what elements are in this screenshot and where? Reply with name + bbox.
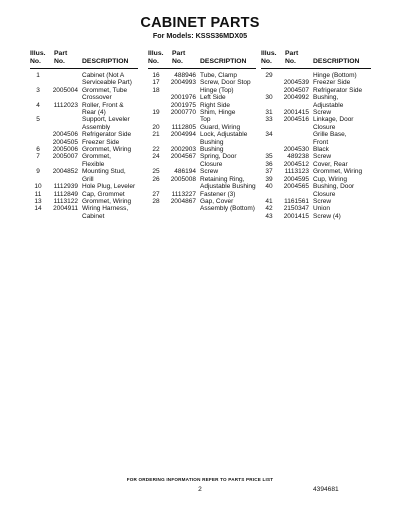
parts-list <box>261 72 371 220</box>
part-description: Closure <box>313 123 336 131</box>
table-row <box>261 72 371 79</box>
part-number: 2004506 <box>52 131 78 139</box>
table-row <box>30 139 138 146</box>
part-description: Screw <box>200 168 219 176</box>
part-description: Screw <box>313 197 332 205</box>
part-description: Serviceable Part) <box>82 79 132 87</box>
illus-header-bottom: No. <box>148 58 159 66</box>
illus-number: 35 <box>265 153 273 161</box>
table-row <box>30 213 138 220</box>
part-number: 2004867 <box>170 197 196 205</box>
part-number: 1112805 <box>171 123 196 131</box>
table-row <box>261 139 371 146</box>
part-description: Hinge (Bottom) <box>313 72 357 79</box>
part-description: Right Side <box>200 101 230 109</box>
part-header-top: Part <box>54 50 68 57</box>
table-row <box>261 102 371 109</box>
part-number: 1112849 <box>53 190 78 198</box>
part-description: Hole Plug, Leveler <box>82 183 136 191</box>
column-header <box>261 50 371 68</box>
table-row <box>148 102 256 109</box>
part-number: 2005004 <box>52 86 78 94</box>
table-row <box>261 153 371 160</box>
part-number: 2004595 <box>283 175 309 183</box>
part-number: 2004530 <box>283 146 309 154</box>
part-description: Grommet, Wiring <box>82 197 132 205</box>
illus-number: 16 <box>152 72 160 79</box>
part-header-bottom: No. <box>172 58 183 66</box>
description-header: DESCRIPTION <box>82 58 129 66</box>
part-number: 1161561 <box>284 197 309 205</box>
parts-column-2 <box>148 50 256 213</box>
part-description: Screw (4) <box>313 212 341 220</box>
illus-number: 4 <box>36 101 40 109</box>
table-row <box>261 205 371 212</box>
part-number: 2002903 <box>170 146 196 154</box>
illus-number: 39 <box>265 175 273 183</box>
part-number: 2150347 <box>283 205 309 213</box>
part-description: Bushing, Door <box>313 183 355 191</box>
table-row <box>30 116 138 123</box>
table-row <box>30 183 138 190</box>
table-row <box>30 94 138 101</box>
illus-number: 18 <box>152 86 160 94</box>
illus-number: 21 <box>152 131 160 139</box>
part-description: Freezer Side <box>82 138 120 146</box>
part-description: Rear (4) <box>82 109 106 117</box>
part-description: Tube, Clamp <box>200 72 237 79</box>
table-row <box>30 72 138 79</box>
table-row <box>261 168 371 175</box>
part-description: Union <box>313 205 330 213</box>
part-description: Guard, Wiring <box>200 123 241 131</box>
part-description: Closure <box>313 190 336 198</box>
part-description: Lock, Adjustable <box>200 131 248 139</box>
table-row <box>261 161 371 168</box>
part-number: 2004852 <box>52 168 78 176</box>
part-description: Grommet, Wiring <box>313 168 363 176</box>
part-header-top: Part <box>285 50 299 57</box>
illus-number: 37 <box>265 168 273 176</box>
part-number: 2001415 <box>283 109 309 117</box>
table-row <box>30 109 138 116</box>
part-description: Flexible <box>82 160 105 168</box>
page-title: CABINET PARTS <box>140 15 260 31</box>
table-row <box>30 168 138 175</box>
part-description: Cabinet <box>82 212 105 220</box>
part-description: Closure <box>200 160 223 168</box>
part-description: Assembly <box>82 123 111 131</box>
table-row <box>261 94 371 101</box>
part-description: Roller, Front & <box>82 101 124 109</box>
part-number: 2004512 <box>283 160 309 168</box>
illus-number: 7 <box>36 153 40 161</box>
illus-number: 26 <box>152 175 160 183</box>
page-number: 2 <box>198 486 202 493</box>
table-row <box>30 161 138 168</box>
illus-header <box>261 50 277 67</box>
table-row <box>30 205 138 212</box>
table-row <box>30 191 138 198</box>
part-number: 2004505 <box>52 138 78 146</box>
part-description: Bushing <box>200 138 224 146</box>
part-number: 2004993 <box>170 79 196 87</box>
part-header <box>172 50 185 67</box>
table-row <box>148 153 256 160</box>
illus-number: 24 <box>152 153 160 161</box>
table-row <box>30 131 138 138</box>
part-description: Cap, Grommet <box>82 190 125 198</box>
part-description: Screw, Door Stop <box>200 79 251 87</box>
table-row <box>30 79 138 86</box>
part-description: Grille Base, <box>313 131 347 139</box>
part-number: 2005008 <box>170 175 196 183</box>
part-description: Fastener (3) <box>200 190 236 198</box>
part-description: Screw <box>313 109 332 117</box>
part-description: Cabinet (Not A <box>82 72 125 79</box>
illus-number: 1 <box>36 72 40 79</box>
part-number: 2004539 <box>283 79 309 87</box>
illus-number: 28 <box>152 197 160 205</box>
document-number: 4394681 <box>313 486 339 493</box>
part-description: Freezer Side <box>313 79 351 87</box>
parts-column-1 <box>30 50 138 220</box>
part-number: 2004565 <box>283 183 309 191</box>
part-number: 1113122 <box>53 197 78 205</box>
table-row <box>261 198 371 205</box>
illus-number: 6 <box>36 146 40 154</box>
illus-number: 40 <box>265 183 273 191</box>
part-description: Top <box>200 116 211 124</box>
part-description: Bushing <box>200 146 224 154</box>
part-number: 2004992 <box>283 94 309 102</box>
table-row <box>261 191 371 198</box>
part-description: Bushing, <box>313 94 339 102</box>
table-row <box>261 87 371 94</box>
table-row <box>261 131 371 138</box>
illus-header <box>30 50 46 67</box>
part-description: Retaining Ring, <box>200 175 245 183</box>
part-description: Mounting Stud, <box>82 168 126 176</box>
table-row <box>30 124 138 131</box>
illus-number: 19 <box>152 109 160 117</box>
table-row <box>148 87 256 94</box>
illus-header <box>148 50 164 67</box>
table-row <box>261 124 371 131</box>
part-description: Cup, Wiring <box>313 175 347 183</box>
illus-number: 34 <box>265 131 273 139</box>
header-rule <box>148 68 256 69</box>
part-description: Wiring Harness, <box>82 205 129 213</box>
table-row <box>148 94 256 101</box>
illus-number: 3 <box>36 86 40 94</box>
illus-number: 41 <box>265 197 273 205</box>
illus-header-top: Illus. <box>148 50 164 57</box>
header-rule <box>30 68 138 69</box>
column-header <box>148 50 256 68</box>
header-rule <box>261 68 371 69</box>
part-description: Crossover <box>82 94 112 102</box>
part-description: Adjustable Bushing <box>200 183 256 191</box>
table-row <box>148 168 256 175</box>
ordering-note: FOR ORDERING INFORMATION REFER TO PARTS PRICE LIST <box>126 477 274 482</box>
part-description: Grommet, <box>82 153 111 161</box>
part-header <box>285 50 298 67</box>
part-number: 1112939 <box>53 183 78 191</box>
part-number: 1113123 <box>284 168 309 176</box>
illus-number: 42 <box>265 205 273 213</box>
table-row <box>30 198 138 205</box>
table-row <box>261 116 371 123</box>
part-number: 2004516 <box>283 116 309 124</box>
parts-list <box>30 72 138 220</box>
illus-header-top: Illus. <box>30 50 46 57</box>
part-number: 2004567 <box>170 153 196 161</box>
table-row <box>148 176 256 183</box>
part-description: Shim, Hinge <box>200 109 236 117</box>
part-number: 2004507 <box>283 86 309 94</box>
part-number: 486194 <box>174 168 196 176</box>
part-description: Front <box>313 138 329 146</box>
table-row <box>148 116 256 123</box>
part-description: Assembly (Bottom) <box>200 205 255 213</box>
part-description: Linkage, Door <box>313 116 354 124</box>
table-row <box>261 109 371 116</box>
part-header-bottom: No. <box>54 58 65 66</box>
table-row <box>261 213 371 220</box>
part-number: 489238 <box>287 153 309 161</box>
part-description: Grill <box>82 175 94 183</box>
table-row <box>148 183 256 190</box>
part-number: 488946 <box>174 72 196 79</box>
part-description: Refrigerator Side <box>82 131 132 139</box>
part-number: 2001975 <box>170 101 196 109</box>
table-row <box>261 79 371 86</box>
description-header: DESCRIPTION <box>200 58 247 66</box>
table-row <box>30 146 138 153</box>
table-row <box>30 153 138 160</box>
illus-number: 13 <box>34 197 42 205</box>
part-number: 2001976 <box>170 94 196 102</box>
table-row <box>148 205 256 212</box>
illus-header-bottom: No. <box>30 58 41 66</box>
table-row <box>148 124 256 131</box>
part-header-bottom: No. <box>285 58 296 66</box>
table-row <box>148 139 256 146</box>
illus-number: 29 <box>265 72 273 79</box>
illus-number: 43 <box>265 212 273 220</box>
table-row <box>261 176 371 183</box>
part-description: Spring, Door <box>200 153 237 161</box>
illus-number: 27 <box>152 190 160 198</box>
table-row <box>148 191 256 198</box>
table-row <box>148 131 256 138</box>
illus-number: 5 <box>36 116 40 124</box>
illus-header-bottom: No. <box>261 58 272 66</box>
part-description: Screw <box>313 153 332 161</box>
column-header <box>30 50 138 68</box>
part-description: Adjustable <box>313 101 344 109</box>
part-description: Left Side <box>200 94 226 102</box>
description-header: DESCRIPTION <box>313 58 360 66</box>
table-row <box>148 79 256 86</box>
part-number: 2004911 <box>53 205 78 213</box>
illus-number: 33 <box>265 116 273 124</box>
table-row <box>30 87 138 94</box>
part-description: Support, Leveler <box>82 116 130 124</box>
illus-number: 25 <box>152 168 160 176</box>
table-row <box>148 109 256 116</box>
table-row <box>148 72 256 79</box>
table-row <box>148 161 256 168</box>
part-header-top: Part <box>172 50 186 57</box>
part-number: 2004994 <box>170 131 196 139</box>
model-subtitle: For Models: KSSS36MDX05 <box>152 31 248 40</box>
table-row <box>261 146 371 153</box>
parts-column-3 <box>261 50 371 220</box>
illus-number: 17 <box>152 79 160 87</box>
parts-list <box>148 72 256 213</box>
part-description: Gap, Cover <box>200 197 234 205</box>
illus-number: 31 <box>265 109 273 117</box>
illus-header-top: Illus. <box>261 50 277 57</box>
illus-number: 22 <box>152 146 160 154</box>
part-number: 1113227 <box>171 190 196 198</box>
table-row <box>261 183 371 190</box>
part-number: 2000770 <box>170 109 196 117</box>
part-description: Hinge (Top) <box>200 86 234 94</box>
part-number: 2005006 <box>52 146 78 154</box>
illus-number: 30 <box>265 94 273 102</box>
illus-number: 10 <box>34 183 42 191</box>
part-description: Grommet, Tube <box>82 86 128 94</box>
illus-number: 20 <box>152 123 160 131</box>
part-number: 2001415 <box>283 212 309 220</box>
part-number: 2005007 <box>52 153 78 161</box>
part-description: Cover, Rear <box>313 160 348 168</box>
table-row <box>148 198 256 205</box>
illus-number: 14 <box>34 205 42 213</box>
part-description: Black <box>313 146 329 154</box>
table-row <box>148 146 256 153</box>
illus-number: 36 <box>265 160 273 168</box>
illus-number: 11 <box>34 190 42 198</box>
table-row <box>30 176 138 183</box>
part-number: 1112023 <box>53 101 78 109</box>
part-header <box>54 50 67 67</box>
illus-number: 9 <box>36 168 40 176</box>
part-description: Grommet, Wiring <box>82 146 132 154</box>
table-row <box>30 102 138 109</box>
part-description: Refrigerator Side <box>313 86 363 94</box>
